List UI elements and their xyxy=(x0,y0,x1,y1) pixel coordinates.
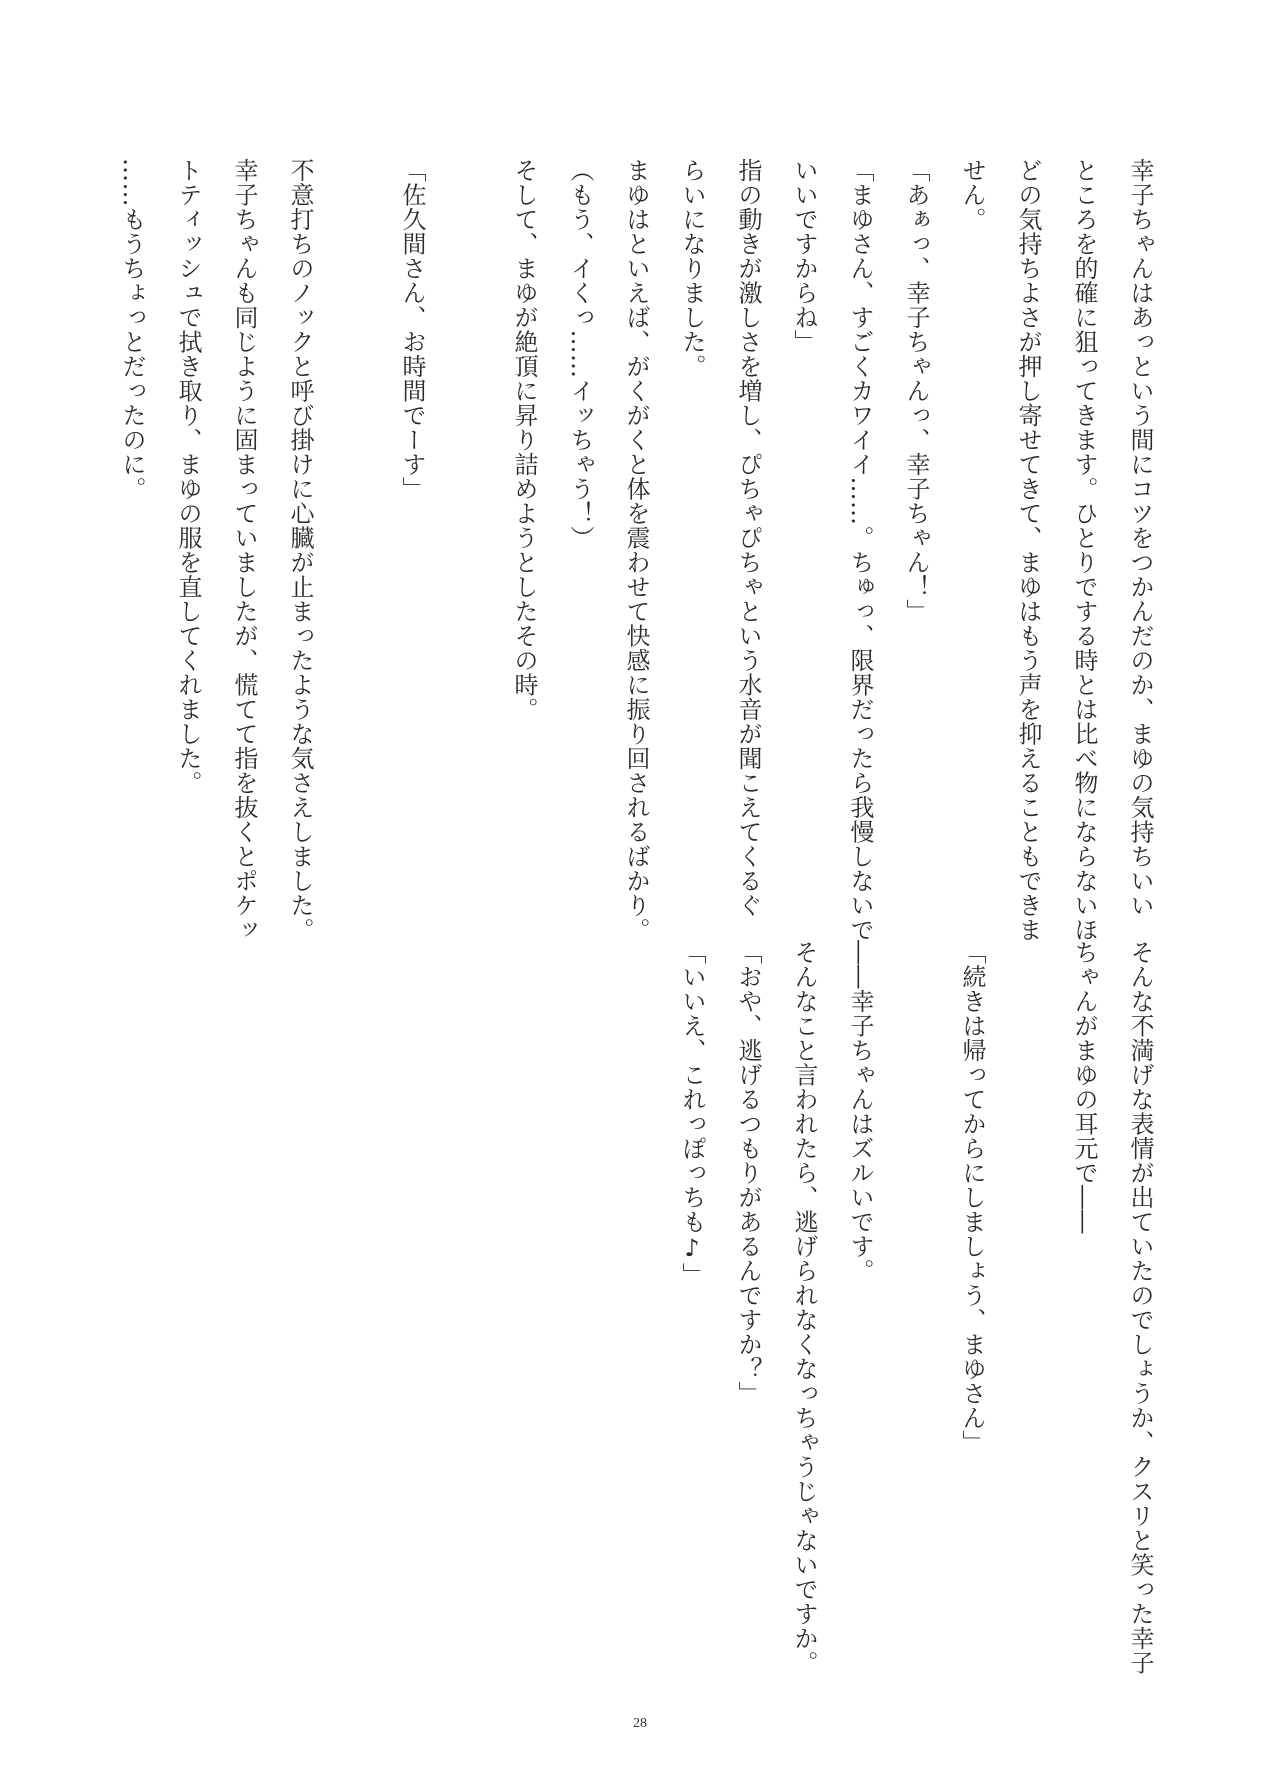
dialogue-line: 「続きは帰ってからにしましょう、まゆさん」 xyxy=(958,940,986,1455)
dialogue-line: 「いいえ、これっぽっちも♪」 xyxy=(678,940,706,1287)
lower-text-block xyxy=(668,940,1168,1700)
text-line: ちゃんがまゆの耳元で―― xyxy=(1070,940,1098,1234)
text-line: どの気持ちよさが押し寄せてきて、まゆはもう声を抑えることもできま xyxy=(1014,158,1042,942)
blank-line xyxy=(888,940,944,1700)
blank-line xyxy=(440,158,496,878)
dialogue-line: 「佐久間さん、お時間でーす」 xyxy=(398,158,426,501)
text-line: ――幸子ちゃんはズルいです。 xyxy=(846,940,874,1283)
dialogue-line: いいですからね」 xyxy=(790,158,818,354)
text-line: 不意打ちのノックと呼び掛けに心臓が止まったような気さえしました。 xyxy=(286,158,314,942)
text-line: ところを的確に狙ってきます。ひとりでする時とは比べ物にならないほ xyxy=(1070,158,1098,942)
text-line: ……もうちょっとだったのに。 xyxy=(118,158,146,501)
text-line: そんな不満げな表情が出ていたのでしょうか、クスリと笑った幸子 xyxy=(1126,940,1154,1675)
dialogue-line: 「あぁっ、幸子ちゃんっ、幸子ちゃん！」 xyxy=(902,158,930,624)
text-line: 幸子ちゃんも同じように固まっていましたが、慌てて指を抜くとポケッ xyxy=(230,158,258,942)
text-line: トティッシュで拭き取り、まゆの服を直してくれました。 xyxy=(174,158,202,795)
text-line: 指の動きが激しさを増し、ぴちゃぴちゃという水音が聞こえてくるぐ xyxy=(734,158,762,918)
dialogue-line: 「おや、逃げるつもりがあるんですか？」 xyxy=(734,940,762,1406)
text-line: らいになりました。 xyxy=(678,158,706,379)
blank-line xyxy=(328,158,384,878)
text-line: そんなこと言われたら、逃げられなくなっちゃうじゃないですか。 xyxy=(790,940,818,1675)
dialogue-line: 「まゆさん、すごくカワイイ……。ちゅっ、限界だったら我慢しないで xyxy=(846,158,874,942)
text-line: 幸子ちゃんはあっという間にコツをつかんだのか、まゆの気持ちいい xyxy=(1126,158,1154,918)
page-number: 28 xyxy=(633,1716,647,1731)
upper-text-block xyxy=(118,158,1168,942)
text-line: まゆはといえば、がくがくと体を震わせて快感に振り回されるばかり。 xyxy=(622,158,650,942)
blank-line xyxy=(1000,940,1056,1700)
thought-line: （もう、イくっ……イッちゃう！） xyxy=(566,158,594,550)
text-line: せん。 xyxy=(958,158,986,232)
text-line: そして、まゆが絶頂に昇り詰めようとしたその時。 xyxy=(510,158,538,722)
